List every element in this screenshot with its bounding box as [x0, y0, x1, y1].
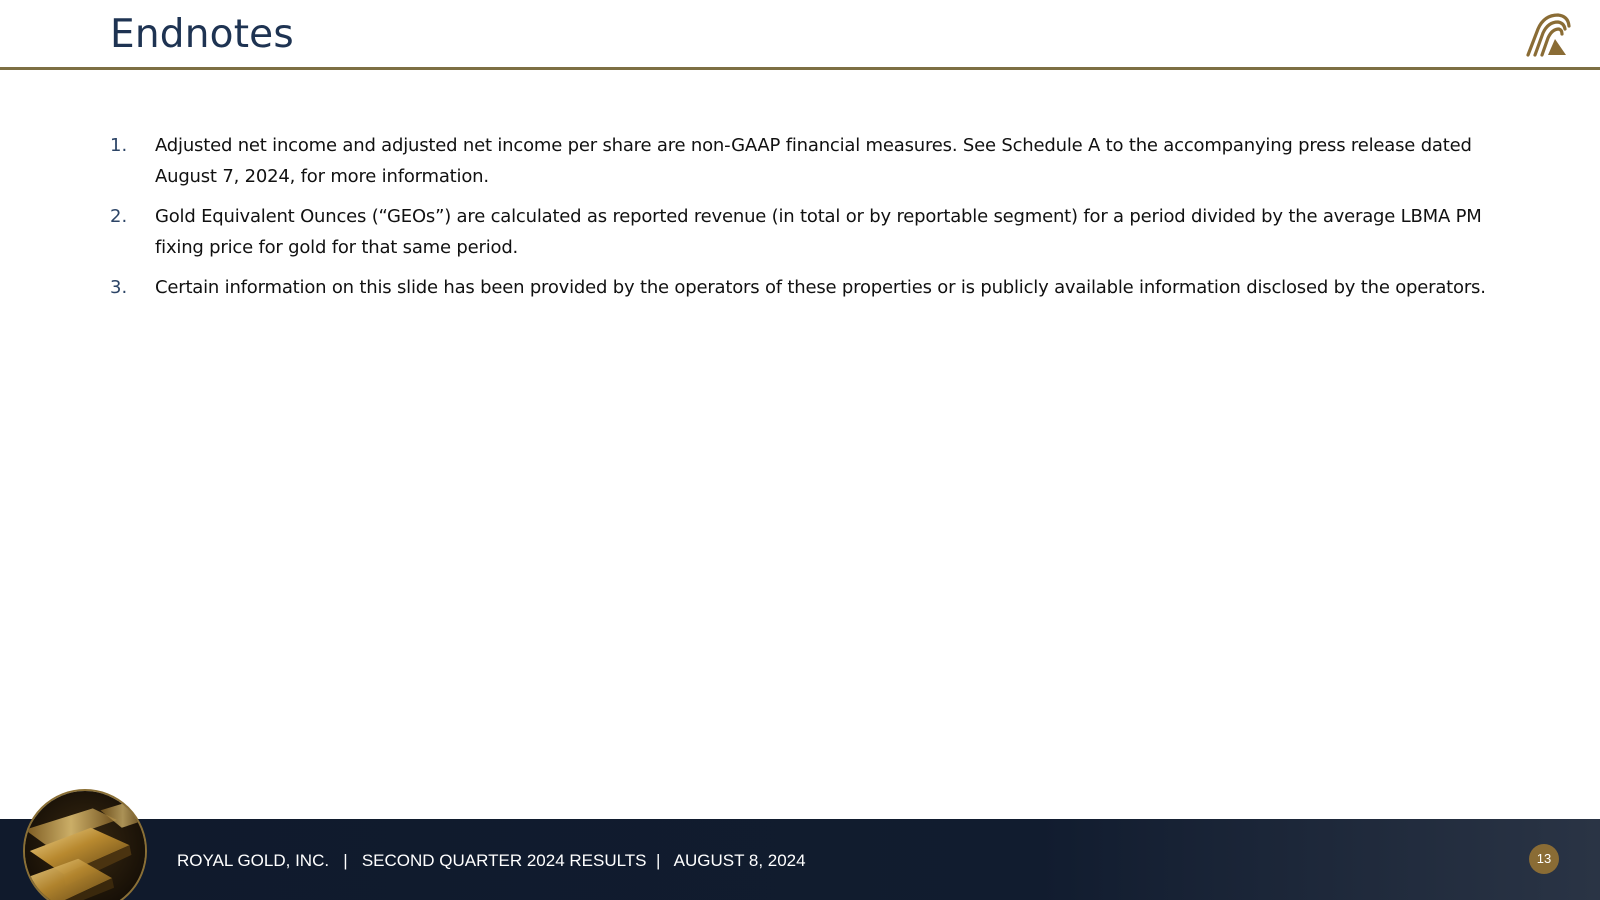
endnote-number: 3. — [110, 277, 128, 298]
page-number-badge: 13 — [1529, 844, 1559, 874]
endnotes-list — [110, 130, 1510, 312]
endnote-text: Adjusted net income and adjusted net income per share are non-GAAP financial measures. See Schedule A to the accompanying press release dated August 7, 2024, for more information. — [155, 135, 1472, 187]
gold-bars-photo-icon — [23, 789, 147, 900]
endnote-item — [110, 201, 1510, 263]
footer-text: ROYAL GOLD, INC. | SECOND QUARTER 2024 RESULTS | AUGUST 8, 2024 — [177, 851, 806, 870]
page-title: Endnotes — [110, 12, 294, 57]
endnote-item — [110, 130, 1510, 192]
header-divider — [0, 67, 1600, 70]
endnote-text: Gold Equivalent Ounces (“GEOs”) are calculated as reported revenue (in total or by reportable segment) for a period divided by the average LBMA PM fixing price for gold for that same period. — [155, 206, 1482, 258]
endnote-number: 1. — [110, 135, 128, 156]
royal-gold-logo-icon — [1522, 9, 1572, 59]
endnote-text: Certain information on this slide has been provided by the operators of these properties or is publicly available information disclosed by the operators. — [155, 277, 1486, 298]
endnote-number: 2. — [110, 206, 128, 227]
endnote-item — [110, 272, 1510, 303]
